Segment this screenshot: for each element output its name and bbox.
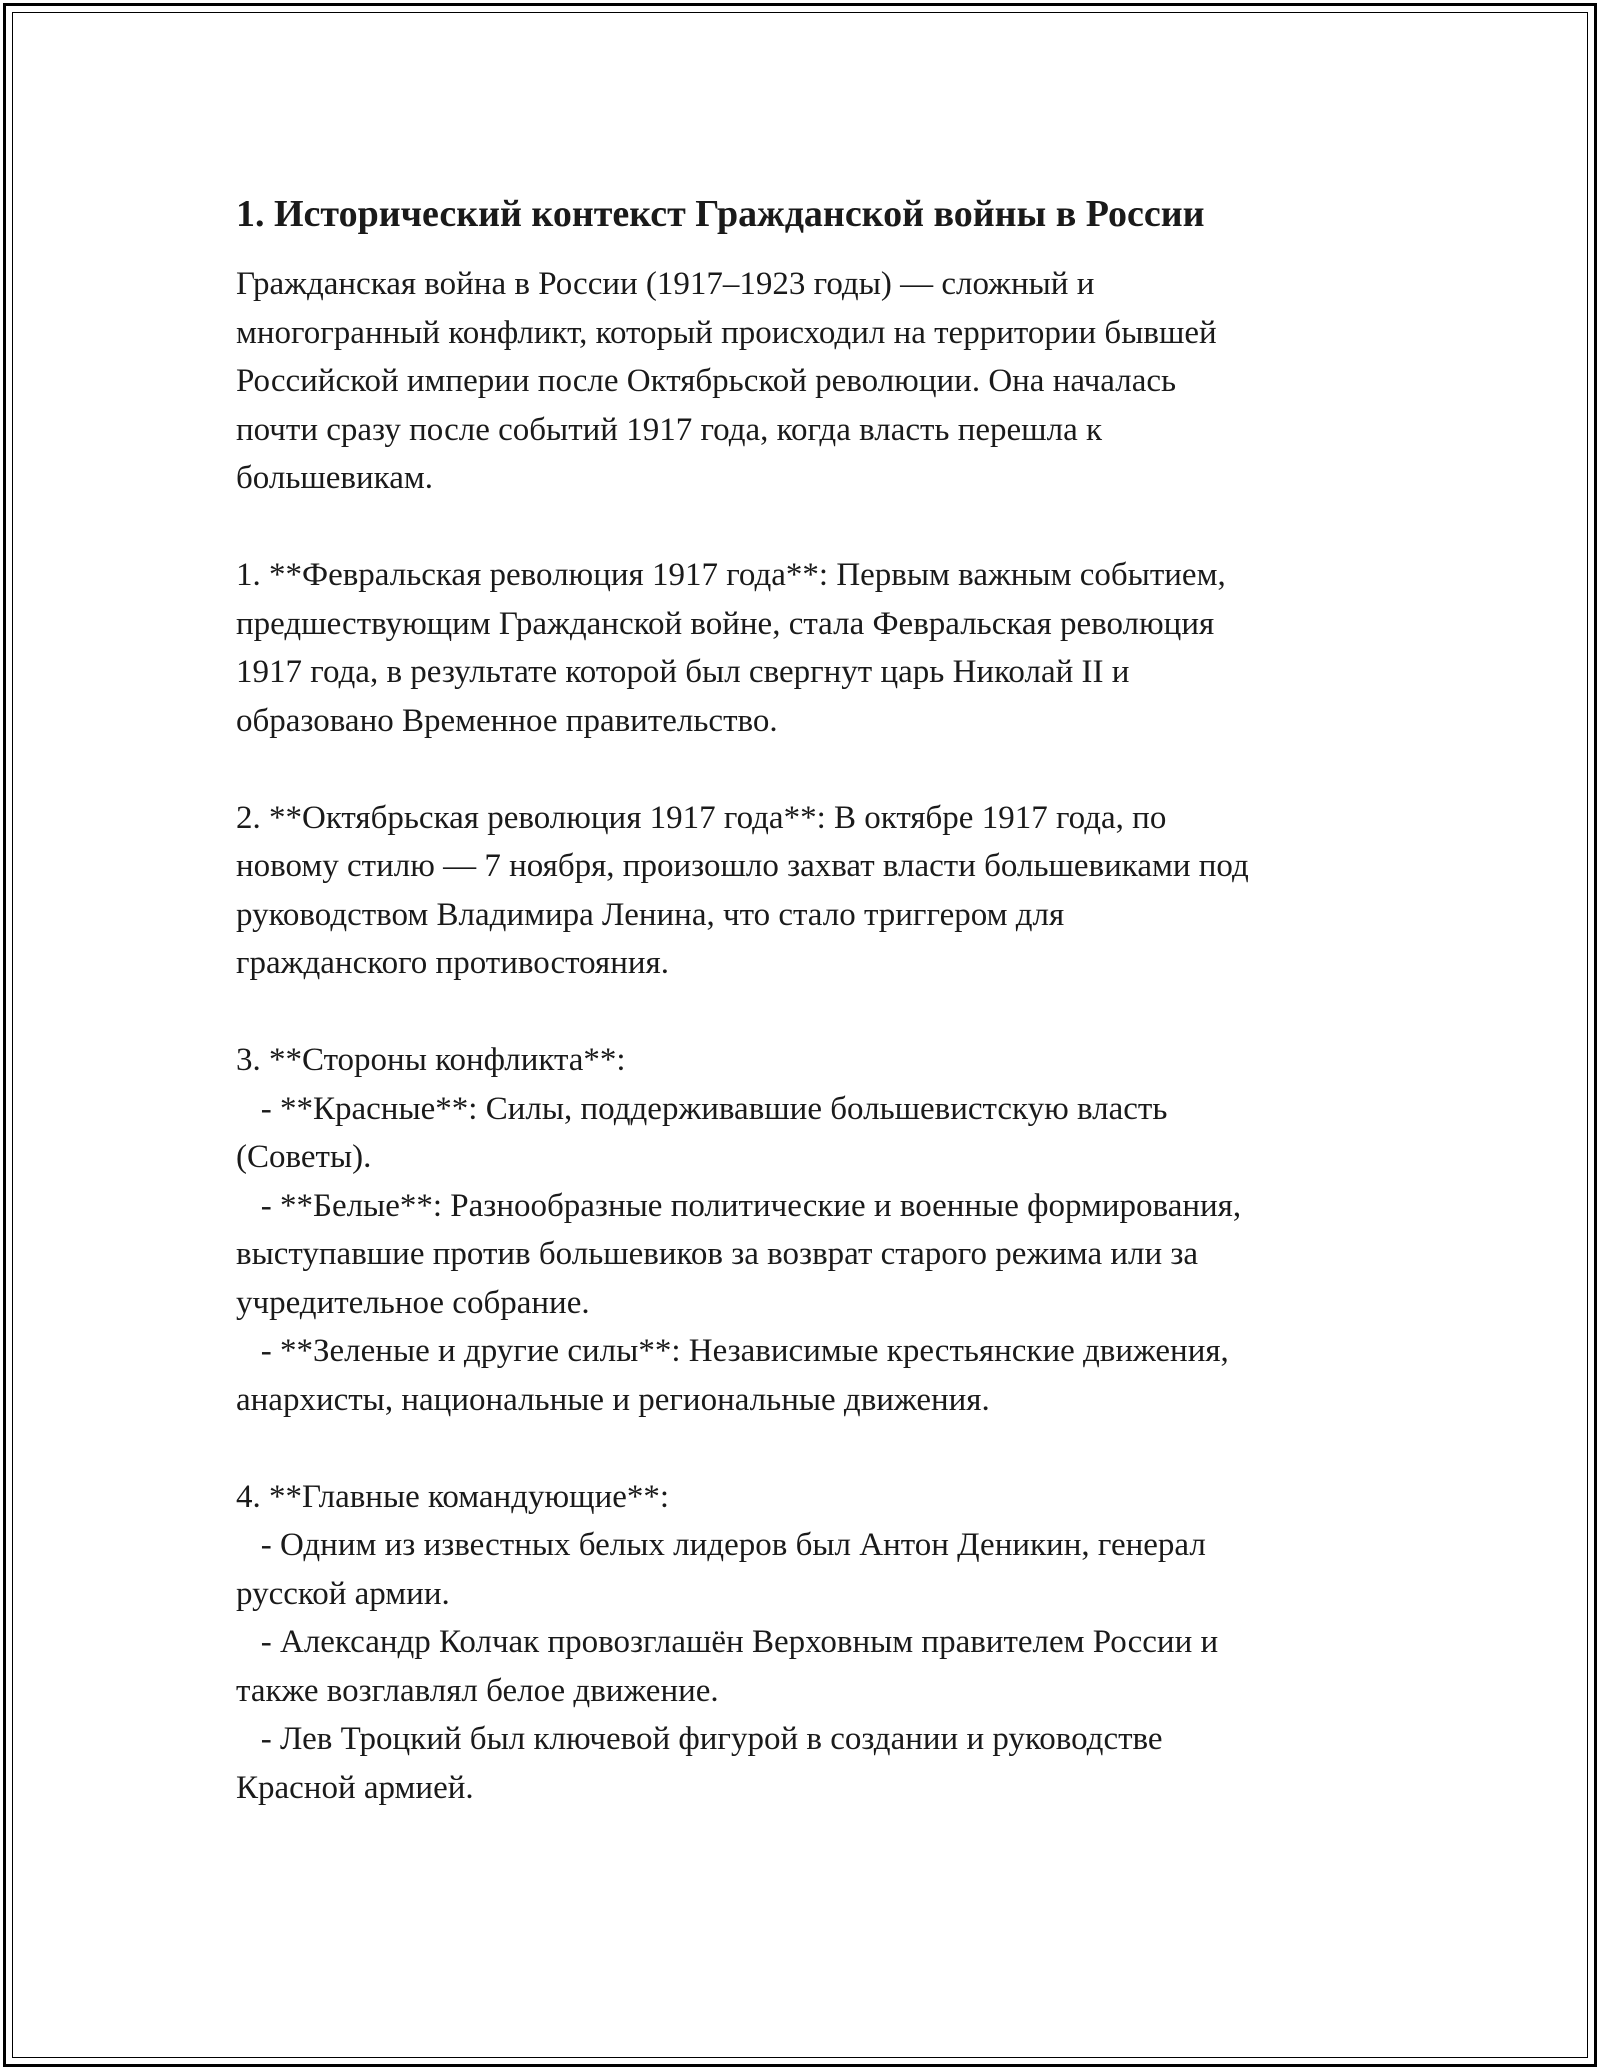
text-line: большевикам. [236,460,433,496]
text-line: предшествующим Гражданской войне, стала Февральская революция [236,605,1215,642]
text-line: образовано Временное правительство. [236,702,778,739]
text-line: русской армии. [236,1575,450,1612]
text-line: - Александр Колчак провозглашён Верховным правителем России и [236,1624,1219,1660]
document-title: 1. Исторический контекст Гражданской войны в России [236,193,1205,235]
document-body [236,186,1416,1812]
paragraph-gap [236,1424,1416,1473]
text-line: (Советы). [236,1139,372,1175]
text-line: новому стилю — 7 ноября, произошло захват власти большевиками под [236,848,1249,884]
text-line: Красной армией. [236,1769,474,1806]
text-line: Гражданская война в России (1917–1923 годы) — сложный и [236,266,1095,302]
text-line: учредительное собрание. [236,1284,590,1321]
list-item-main-commanders [236,1473,1416,1813]
text-line: выступавшие против большевиков за возврат старого режима или за [236,1236,1199,1272]
text-line: - **Белые**: Разнообразные политические и военные формирования, [236,1187,1242,1224]
text-line: почти сразу после событий 1917 года, когда власть перешла к [236,411,1102,448]
text-line: Российской империи после Октябрьской революции. Она началась [236,363,1177,399]
list-item-february-revolution [236,551,1416,745]
text-line: - Одним из известных белых лидеров был Антон Деникин, генерал [236,1527,1206,1563]
text-line: многогранный конфликт, который происходил на территории бывшей [236,314,1217,351]
paragraph-gap [236,503,1416,552]
list-item-october-revolution [236,794,1416,988]
text-line: 1. **Февральская революция 1917 года**: Первым важным событием, [236,557,1226,593]
text-line: - **Красные**: Силы, поддерживавшие большевистскую власть [236,1090,1168,1127]
paragraph-gap [236,745,1416,794]
text-line: руководством Владимира Ленина, что стало триггером для [236,896,1065,933]
text-line: 1917 года, в результате которой был свергнут царь Николай II и [236,654,1130,690]
text-line: - Лев Троцкий был ключевой фигурой в создании и руководстве [236,1721,1163,1757]
text-line: также возглавлял белое движение. [236,1672,719,1709]
paragraph-gap [236,988,1416,1037]
text-line: гражданского противостояния. [236,945,669,981]
text-line: 4. **Главные командующие**: [236,1478,670,1515]
text-line: 2. **Октябрьская революция 1917 года**: В октябре 1917 года, по [236,799,1167,836]
text-line: анархисты, национальные и региональные движения. [236,1381,990,1418]
text-line: - **Зеленые и другие силы**: Независимые крестьянские движения, [236,1333,1229,1369]
list-item-conflict-sides [236,1036,1416,1424]
intro-paragraph [236,260,1416,503]
text-line: 3. **Стороны конфликта**: [236,1042,626,1078]
